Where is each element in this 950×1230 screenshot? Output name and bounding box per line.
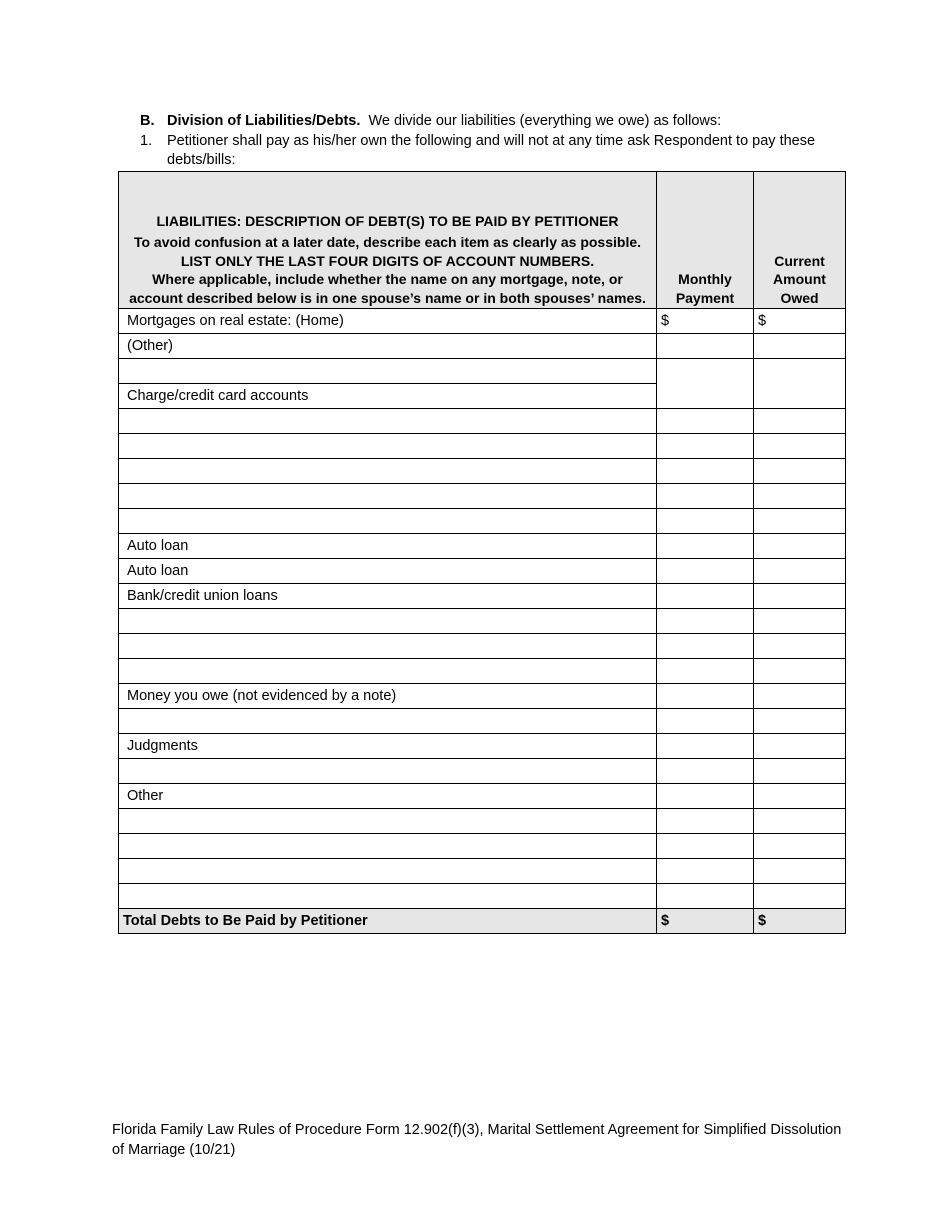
monthly-payment-cell[interactable] [657,359,754,409]
debt-description-cell[interactable] [119,859,657,884]
table-row [119,709,846,734]
debt-description-cell[interactable]: Money you owe (not evidenced by a note) [119,684,657,709]
amount-owed-cell[interactable] [754,334,846,359]
monthly-payment-cell[interactable] [657,809,754,834]
table-row [119,534,846,559]
total-row [119,909,846,934]
debt-description-cell[interactable]: Charge/credit card accounts [119,384,657,409]
debt-description-cell[interactable] [119,759,657,784]
debt-description-cell[interactable]: Other [119,784,657,809]
monthly-payment-cell[interactable] [657,734,754,759]
description-header [119,172,657,309]
table-row [119,334,846,359]
table-row [119,484,846,509]
table-row [119,434,846,459]
debt-description-cell[interactable] [119,834,657,859]
debt-description-cell[interactable] [119,459,657,484]
section-marker: B. [140,113,155,129]
table-row [119,609,846,634]
amount-owed-cell[interactable] [754,434,846,459]
table-row [119,409,846,434]
monthly-payment-cell[interactable] [657,884,754,909]
monthly-payment-cell[interactable]: $ [657,309,754,334]
table-row [119,359,846,384]
debt-description-cell[interactable] [119,509,657,534]
debt-description-cell[interactable] [119,409,657,434]
amount-owed-cell[interactable] [754,359,846,409]
amount-owed-cell[interactable] [754,734,846,759]
monthly-payment-cell[interactable] [657,584,754,609]
liabilities-table [118,171,846,934]
monthly-payment-cell[interactable] [657,484,754,509]
table-row [119,834,846,859]
table-row [119,809,846,834]
table-row [119,759,846,784]
amount-owed-cell[interactable] [754,509,846,534]
table-row [119,784,846,809]
monthly-payment-cell[interactable] [657,834,754,859]
monthly-payment-cell[interactable] [657,559,754,584]
table-row [119,459,846,484]
item-1 [140,132,840,170]
total-monthly-payment[interactable]: $ [657,909,754,934]
amount-owed-cell[interactable]: $ [754,309,846,334]
amount-owed-cell[interactable] [754,709,846,734]
debt-description-cell[interactable] [119,484,657,509]
amount-owed-cell[interactable] [754,459,846,484]
table-row [119,734,846,759]
table-header-row [119,172,846,309]
debt-description-cell[interactable]: (Other) [119,334,657,359]
monthly-payment-cell[interactable] [657,659,754,684]
amount-owed-cell[interactable] [754,609,846,634]
table-row [119,509,846,534]
monthly-payment-cell[interactable] [657,459,754,484]
monthly-payment-cell[interactable] [657,609,754,634]
amount-owed-cell[interactable] [754,859,846,884]
debt-description-cell[interactable]: Auto loan [119,559,657,584]
debt-description-cell[interactable] [119,709,657,734]
table-row [119,584,846,609]
monthly-payment-cell[interactable] [657,409,754,434]
total-amount-owed[interactable]: $ [754,909,846,934]
header-line-account-numbers: LIST ONLY THE LAST FOUR DIGITS OF ACCOUNT NUMBERS. [180,252,595,269]
amount-owed-cell[interactable] [754,409,846,434]
item-1-marker: 1. [140,133,153,149]
current-amount-owed-header: Current Amount Owed [754,172,846,309]
header-line-names: Where applicable, include whether the name on any mortgage, note, or account described below is in one spouse’s name or in both spouses’ names. [129,271,646,306]
amount-owed-cell[interactable] [754,834,846,859]
debt-description-cell[interactable] [119,434,657,459]
amount-owed-cell[interactable] [754,659,846,684]
section-b-heading [140,112,840,131]
amount-owed-cell[interactable] [754,884,846,909]
monthly-payment-cell[interactable] [657,684,754,709]
debt-description-cell[interactable] [119,884,657,909]
form-footer: Florida Family Law Rules of Procedure Form 12.902(f)(3), Marital Settlement Agreement for Simplified Dissolution of Marriage (10/21) [112,1122,842,1158]
monthly-payment-cell[interactable] [657,634,754,659]
debt-description-cell[interactable]: Bank/credit union loans [119,584,657,609]
table-row [119,859,846,884]
monthly-payment-cell[interactable] [657,759,754,784]
monthly-payment-cell[interactable] [657,534,754,559]
amount-owed-cell[interactable] [754,559,846,584]
amount-owed-cell[interactable] [754,534,846,559]
debt-description-cell[interactable] [119,634,657,659]
monthly-payment-cell[interactable] [657,709,754,734]
amount-owed-cell[interactable] [754,634,846,659]
table-row [119,659,846,684]
table-row [119,884,846,909]
item-1-text: Petitioner shall pay as his/her own the following and will not at any time ask Respondent to pay these debts/bills: [167,133,816,168]
monthly-payment-cell[interactable] [657,859,754,884]
table-row [119,634,846,659]
header-line-title: LIABILITIES: DESCRIPTION OF DEBT(S) TO BE PAID BY PETITIONER [156,212,619,229]
amount-owed-cell[interactable] [754,484,846,509]
table-row [119,559,846,584]
header-line-instructions: To avoid confusion at a later date, describe each item as clearly as possible. [133,234,642,250]
debt-description-cell[interactable] [119,609,657,634]
monthly-payment-cell[interactable] [657,509,754,534]
section-title: Division of Liabilities/Debts. [167,113,361,129]
monthly-payment-cell[interactable] [657,784,754,809]
amount-owed-cell[interactable] [754,759,846,784]
amount-owed-cell[interactable] [754,684,846,709]
total-label: Total Debts to Be Paid by Petitioner [119,909,657,934]
monthly-payment-header: Monthly Payment [657,172,754,309]
amount-owed-cell[interactable] [754,784,846,809]
debt-description-cell[interactable] [119,359,657,384]
debt-description-cell[interactable]: Auto loan [119,534,657,559]
debt-description-cell[interactable] [119,809,657,834]
table-row [119,309,846,334]
monthly-payment-cell[interactable] [657,334,754,359]
monthly-payment-cell[interactable] [657,434,754,459]
section-intro: We divide our liabilities (everything we owe) as follows: [368,113,722,129]
debt-description-cell[interactable]: Mortgages on real estate: (Home) [119,309,657,334]
table-row [119,684,846,709]
debt-description-cell[interactable]: Judgments [119,734,657,759]
debt-description-cell[interactable] [119,659,657,684]
amount-owed-cell[interactable] [754,809,846,834]
amount-owed-cell[interactable] [754,584,846,609]
